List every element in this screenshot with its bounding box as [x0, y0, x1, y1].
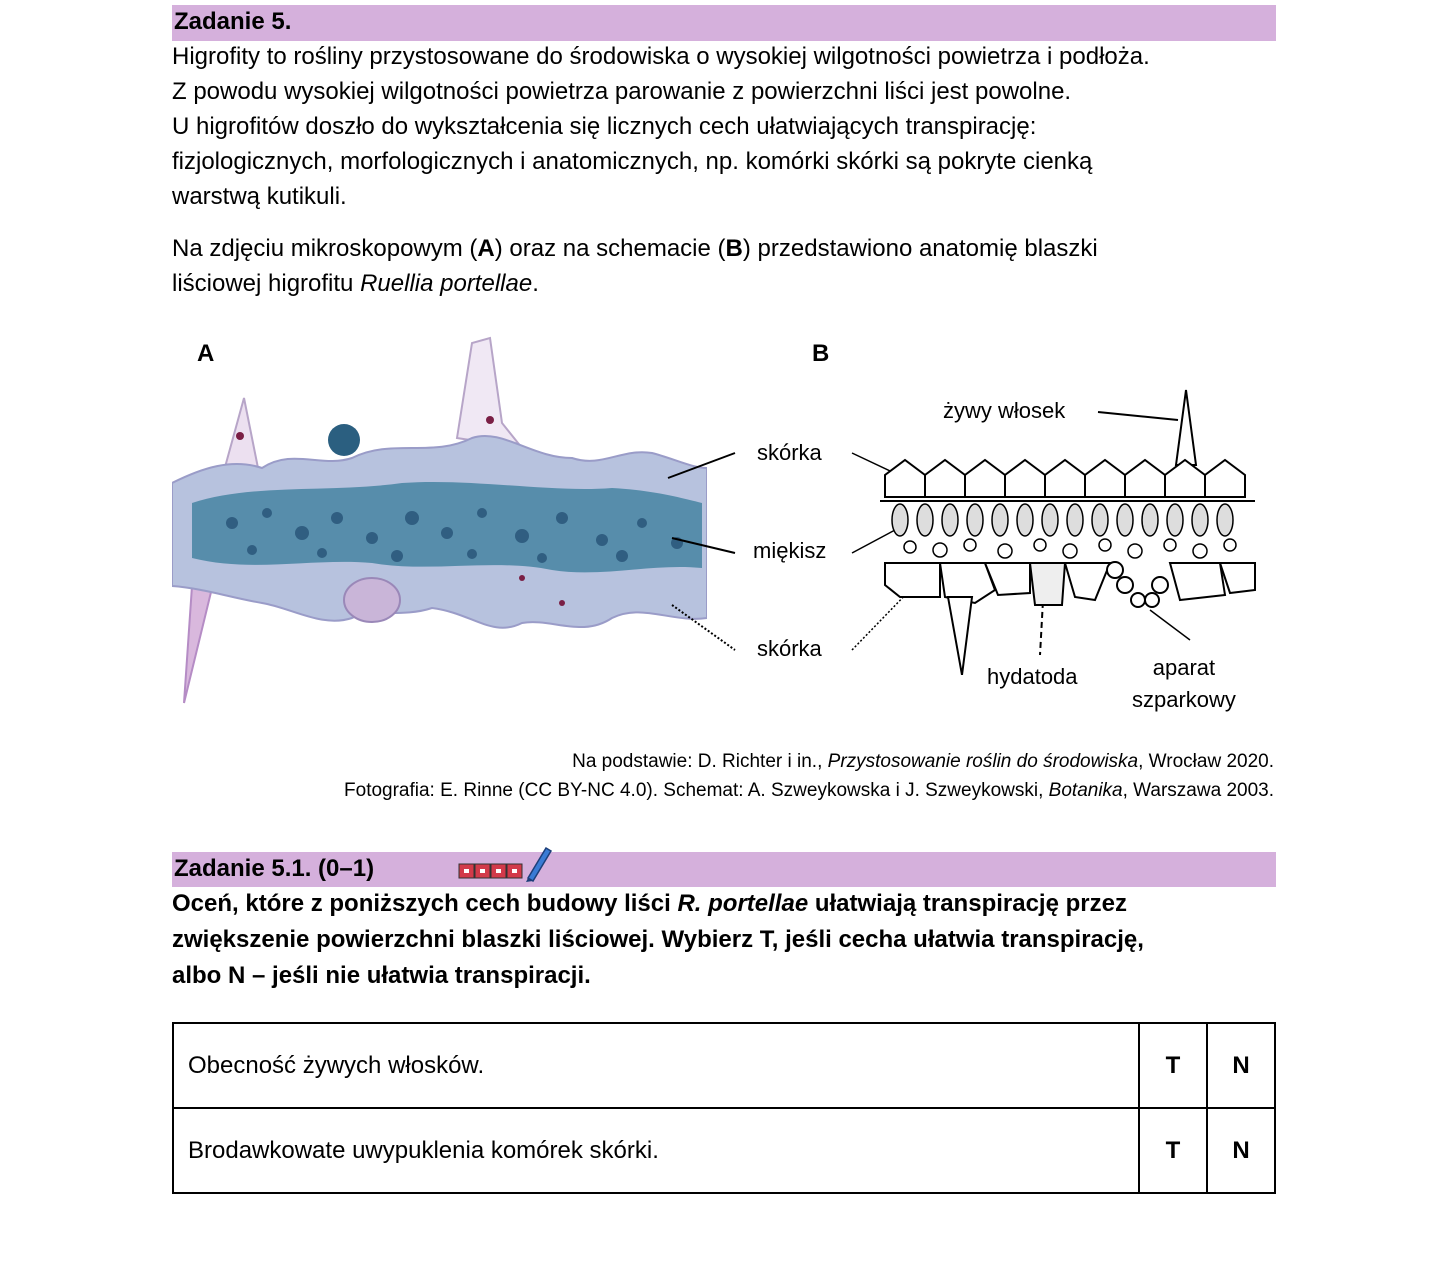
panel-b-label: B — [812, 340, 830, 367]
intro-line: Higrofity to rośliny przystosowane do środowiska o wysokiej wilgotności powietrza i podłoża. — [172, 43, 1150, 70]
table-row — [173, 1108, 1275, 1193]
option-t[interactable]: T — [1139, 1108, 1207, 1193]
subtask-question: Oceń, które z poniższych cech budowy liści R. portellae ułatwiają transpirację przez zwiększenie powierzchni blaszki liściowej. Wybierz T, jeśli cecha ułatwia transpirację, albo N – jeśli nie ułatwia transpiracji. — [172, 890, 1144, 989]
label-skorka-bottom: skórka — [757, 636, 822, 661]
label-miekisz: miękisz — [753, 538, 827, 563]
pen-icon — [520, 842, 554, 882]
statement-cell: Brodawkowate uwypuklenia komórek skórki. — [173, 1108, 1139, 1193]
intro-line: Z powodu wysokiej wilgotności powietrza parowanie z powierzchni liści jest powolne. — [172, 78, 1072, 105]
subtask-header-band — [172, 852, 1276, 887]
task-title: Zadanie 5. — [174, 8, 292, 35]
source-line-2: Fotografia: E. Rinne (CC BY-NC 4.0). Schemat: A. Szweykowska i J. Szweykowski, Botanika, Warszawa 2003. — [344, 780, 1274, 801]
intro-line: warstwą kutikuli. — [172, 183, 347, 210]
species-name: Ruellia portellae — [360, 270, 533, 297]
label-skorka-top: skórka — [757, 440, 822, 465]
table-row — [173, 1023, 1275, 1108]
label-aparat-szparkowy: aparat szparkowy — [1132, 655, 1236, 712]
option-n[interactable]: N — [1207, 1023, 1275, 1108]
statement-cell: Obecność żywych włosków. — [173, 1023, 1139, 1108]
subtask-title: Zadanie 5.1. (0–1) — [174, 855, 375, 882]
answer-table — [172, 1022, 1276, 1194]
panel-a-label: A — [197, 340, 215, 367]
figure-intro: Na zdjęciu mikroskopowym (A) oraz na schemacie (B) przedstawiono anatomię blaszki liściowej higrofitu Ruellia portellae. — [172, 235, 1098, 297]
option-n[interactable]: N — [1207, 1108, 1275, 1193]
intro-line: fizjologicznych, morfologicznych i anatomicznych, np. komórki skórki są pokryte cienką — [172, 148, 1093, 175]
source-line-1: Na podstawie: D. Richter i in., Przystosowanie roślin do środowiska, Wrocław 2020. — [572, 751, 1274, 772]
schematic-panel-b — [880, 385, 1260, 675]
intro-line: U higrofitów doszło do wykształcenia się licznych cech ułatwiających transpirację: — [172, 113, 1037, 140]
label-hydatoda: hydatoda — [987, 664, 1078, 689]
score-boxes-icon — [458, 862, 526, 880]
option-t[interactable]: T — [1139, 1023, 1207, 1108]
label-zywy-wlosek: żywy włosek — [943, 398, 1066, 423]
